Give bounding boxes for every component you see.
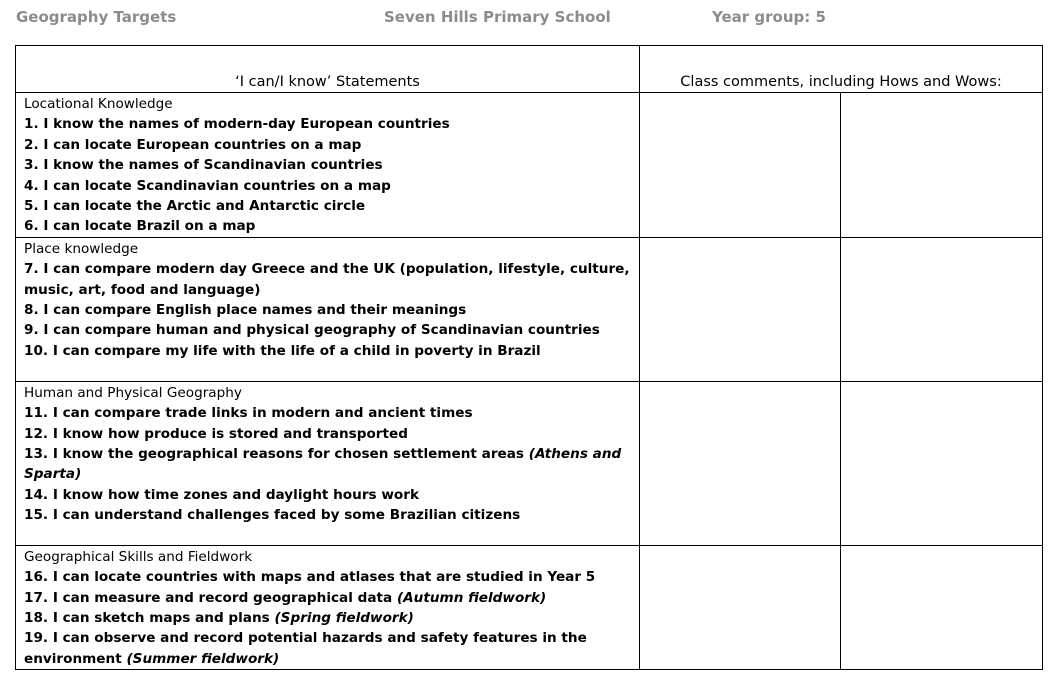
table-header-row [16,46,1043,93]
comments-column-header: Class comments, including Hows and Wows: [640,46,1043,93]
target-statement: 11. I can compare trade links in modern and ancient times [24,405,473,422]
target-statement: 15. I can understand challenges faced by some Brazilian citizens [24,507,521,524]
section-row [16,381,1043,545]
target-statement: 2. I can locate European countries on a map [24,136,362,153]
comment-cell[interactable] [640,381,841,545]
target-statement: 9. I can compare human and physical geography of Scandinavian countries [24,322,600,339]
target-statement: 18. I can sketch maps and plans (Spring fieldwork) [24,610,414,627]
section-cell-human-physical-geography [16,381,640,545]
targets-table [15,45,1043,670]
target-statement: 12. I know how produce is stored and transported [24,425,408,442]
target-statement: 3. I know the names of Scandinavian countries [24,157,383,174]
comment-cell[interactable] [640,93,841,238]
fieldwork-note: (Spring fieldwork) [274,610,414,627]
section-cell-place-knowledge [16,237,640,381]
section-row [16,93,1043,238]
target-statement: 6. I can locate Brazil on a map [24,218,256,235]
subject-title: Geography Targets [16,8,177,26]
target-statement: 17. I can measure and record geographical data (Autumn fieldwork) [24,589,547,606]
target-statement: 14. I know how time zones and daylight hours work [24,486,419,503]
target-statement: 13. I know the geographical reasons for chosen settlement areas (Athens and Sparta) [24,446,622,483]
comment-cell[interactable] [841,381,1043,545]
target-statement: 7. I can compare modern day Greece and the UK (population, lifestyle, culture, music, art, food and language) [24,261,630,298]
target-statement: 4. I can locate Scandinavian countries on a map [24,177,391,194]
target-statement: 19. I can observe and record potential hazards and safety features in the environment (Summer fieldwork) [24,630,587,667]
comment-cell[interactable] [640,545,841,669]
comment-cell[interactable] [841,237,1043,381]
section-row [16,237,1043,381]
section-row [16,545,1043,669]
year-group: Year group: 5 [712,8,826,26]
target-statement: 5. I can locate the Arctic and Antarctic circle [24,198,366,215]
section-cell-locational-knowledge [16,93,640,238]
section-cell-geographical-skills [16,545,640,669]
comment-cell[interactable] [640,237,841,381]
target-statement: 8. I can compare English place names and their meanings [24,302,467,319]
comment-cell[interactable] [841,545,1043,669]
section-title: Human and Physical Geography [24,384,242,401]
fieldwork-note: (Autumn fieldwork) [396,589,547,606]
school-name: Seven Hills Primary School [384,8,611,26]
section-title: Geographical Skills and Fieldwork [24,548,253,565]
section-title: Place knowledge [24,240,139,257]
fieldwork-note: (Summer fieldwork) [126,650,280,667]
statements-column-header: ‘I can/I know’ Statements [16,46,640,93]
target-statement: 10. I can compare my life with the life of a child in poverty in Brazil [24,342,541,359]
target-statement: 1. I know the names of modern-day European countries [24,116,450,133]
fieldwork-note: (Athens and Sparta) [24,446,622,483]
target-statement: 16. I can locate countries with maps and atlases that are studied in Year 5 [24,569,596,586]
section-title: Locational Knowledge [24,96,173,112]
comment-cell[interactable] [841,93,1043,238]
